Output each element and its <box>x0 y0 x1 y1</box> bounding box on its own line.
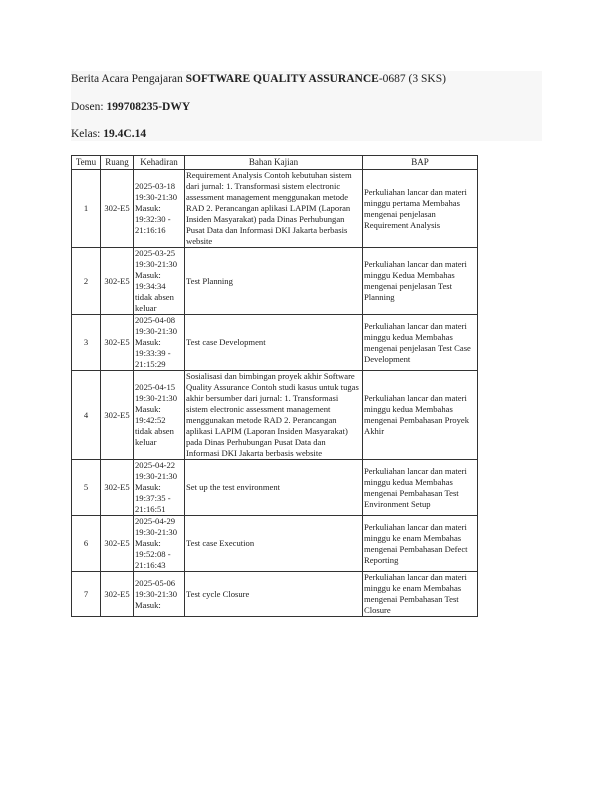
table-row <box>72 516 478 572</box>
table-header-row <box>72 156 478 170</box>
col-header-ruang: Ruang <box>101 156 134 170</box>
cell-bap: Perkuliahan lancar dan materi minggu kedua Membahas mengenai Pembahasan Test Environment Setup <box>363 460 478 516</box>
cell-bap: Perkuliahan lancar dan materi minggu kedua Membahas mengenai penjelasan Test Case Development <box>363 315 478 371</box>
teaching-record-table <box>71 155 478 617</box>
course-code: -0687 (3 SKS) <box>378 73 446 85</box>
table-row <box>72 170 478 248</box>
title-prefix: Berita Acara Pengajaran <box>71 73 186 85</box>
cell-temu: 2 <box>72 248 101 315</box>
cell-bap: Perkuliahan lancar dan materi minggu kedua Membahas mengenai Pembahasan Proyek Akhir <box>363 371 478 460</box>
cell-bap: Perkuliahan lancar dan materi minggu pertama Membahas mengenai penjelasan Requirement Analysis <box>363 170 478 248</box>
table-row <box>72 460 478 516</box>
class-id: 19.4C.14 <box>103 128 147 140</box>
cell-temu: 5 <box>72 460 101 516</box>
cell-bahan-kajian: Sosialisasi dan bimbingan proyek akhir Software Quality Assurance Contoh studi kasus untuk tugas akhir bersumber dari jurnal: 1. Transformasi sistem electronic assessment management menggunakan metode RAD 2. Perancangan aplikasi LAPIM (Laporan Insiden Masyarakat) pada Dinas Perhubungan Pusat Data dan Informasi DKI Jakarta berbasis website <box>185 371 363 460</box>
cell-kehadiran: 2025-04-08 19:30-21:30 Masuk: 19:33:39 - 21:15:29 <box>134 315 185 371</box>
cell-ruang: 302-E5 <box>101 248 134 315</box>
cell-ruang: 302-E5 <box>101 516 134 572</box>
col-header-temu: Temu <box>72 156 101 170</box>
document-title <box>71 73 446 85</box>
cell-temu: 7 <box>72 572 101 617</box>
table-row <box>72 371 478 460</box>
cell-bahan-kajian: Set up the test environment <box>185 460 363 516</box>
cell-temu: 1 <box>72 170 101 248</box>
cell-kehadiran: 2025-04-29 19:30-21:30 Masuk: 19:52:08 - 21:16:43 <box>134 516 185 572</box>
document-header <box>71 71 542 141</box>
lecturer-line <box>71 101 190 113</box>
table-row <box>72 315 478 371</box>
class-line <box>71 128 146 140</box>
cell-bahan-kajian: Requirement Analysis Contoh kebutuhan sistem dari jurnal: 1. Transformasi sistem electronic assessment management menggunakan metode RAD 2. Perancangan aplikasi LAPIM (Laporan Insiden Masyarakat) pada Dinas Perhubungan Pusat Data dan Informasi DKI Jakarta berbasis website <box>185 170 363 248</box>
table-row <box>72 572 478 617</box>
cell-ruang: 302-E5 <box>101 170 134 248</box>
table-row <box>72 248 478 315</box>
cell-bahan-kajian: Test cycle Closure <box>185 572 363 617</box>
cell-ruang: 302-E5 <box>101 572 134 617</box>
cell-bap: Perkuliahan lancar dan materi minggu Kedua Membahas mengenai penjelasan Test Planning <box>363 248 478 315</box>
cell-ruang: 302-E5 <box>101 315 134 371</box>
cell-temu: 4 <box>72 371 101 460</box>
cell-kehadiran: 2025-04-22 19:30-21:30 Masuk: 19:37:35 - 21:16:51 <box>134 460 185 516</box>
course-name: SOFTWARE QUALITY ASSURANCE <box>185 73 379 85</box>
cell-kehadiran: 2025-03-25 19:30-21:30 Masuk: 19:34:34 tidak absen keluar <box>134 248 185 315</box>
lecturer-label: Dosen: <box>71 101 107 113</box>
cell-bahan-kajian: Test case Execution <box>185 516 363 572</box>
col-header-kehadiran: Kehadiran <box>134 156 185 170</box>
cell-bahan-kajian: Test case Development <box>185 315 363 371</box>
class-label: Kelas: <box>71 128 104 140</box>
cell-ruang: 302-E5 <box>101 371 134 460</box>
cell-bap: Perkuliahan lancar dan materi minggu ke enam Membahas mengenai Pembahasan Test Closure <box>363 572 478 617</box>
cell-ruang: 302-E5 <box>101 460 134 516</box>
col-header-bap: BAP <box>363 156 478 170</box>
cell-temu: 6 <box>72 516 101 572</box>
cell-bahan-kajian: Test Planning <box>185 248 363 315</box>
cell-kehadiran: 2025-03-18 19:30-21:30 Masuk: 19:32:30 - 21:16:16 <box>134 170 185 248</box>
col-header-bahan-kajian: Bahan Kajian <box>185 156 363 170</box>
cell-kehadiran: 2025-04-15 19:30-21:30 Masuk: 19:42:52 tidak absen keluar <box>134 371 185 460</box>
lecturer-id: 199708235-DWY <box>106 101 191 113</box>
cell-kehadiran: 2025-05-06 19:30-21:30 Masuk: <box>134 572 185 617</box>
cell-temu: 3 <box>72 315 101 371</box>
cell-bap: Perkuliahan lancar dan materi minggu ke enam Membahas mengenai Pembahasan Defect Reporting <box>363 516 478 572</box>
